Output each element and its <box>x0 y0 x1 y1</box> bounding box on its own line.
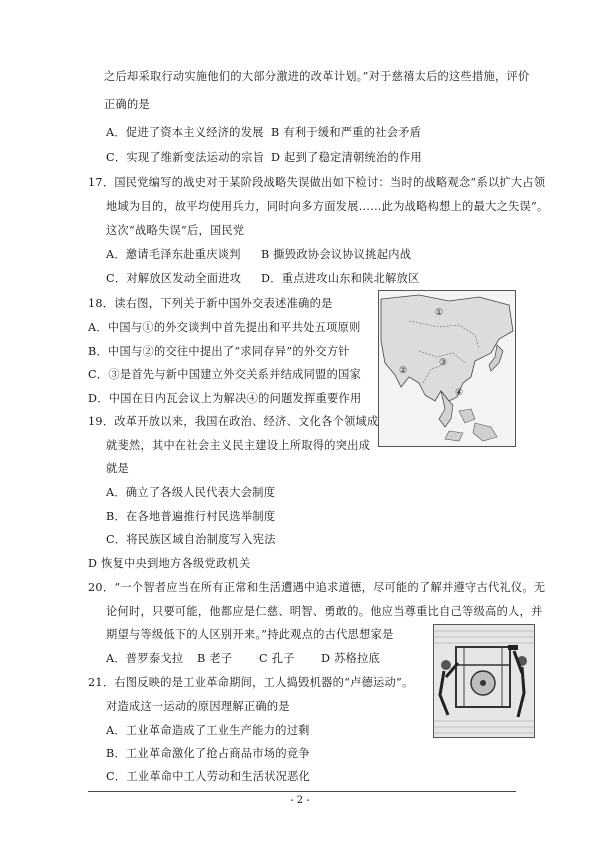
q19-option-c: C．将民族区域自治制度写入宪法 <box>106 533 276 546</box>
q18-option-d: D．中国在日内瓦会议上为解决④的问题发挥重要作用 <box>88 392 362 405</box>
q20-stem-line: 论何时，只要可能，他都应是仁慈、明智、勇敢的。他应当尊重比自己等级高的人，并 <box>106 605 543 618</box>
map-label-4: ④ <box>455 388 464 398</box>
q16-option-c: C．实现了维新变法运动的宗旨 <box>106 151 265 164</box>
q20-option-b: B 老子 <box>197 652 233 665</box>
q18-stem: 18．读右图，下列关于新中国外交表述准确的是 <box>88 297 333 310</box>
q21-stem-line: 对造成这一运动的原因理解正确的是 <box>106 700 290 713</box>
q20-stem-line: 期望与等级低下的人区别开来。”持此观点的古代思想家是 <box>106 628 394 641</box>
map-label-2: ② <box>399 366 408 376</box>
asia-map-drawing <box>379 291 515 446</box>
q16-stem-line: 正确的是 <box>104 98 150 111</box>
q19-stem-line: 就斐然，其中在社会主义民主建设上所取得的突出成 <box>106 439 371 452</box>
map-label-3: ③ <box>439 358 448 368</box>
page-number: - 2 - <box>290 795 310 806</box>
q18-option-c: C．③是首先与新中国建立外交关系并结成同盟的国家 <box>88 368 362 381</box>
map-label-1: ① <box>435 308 444 318</box>
q16-stem-line: 之后却采取行动实施他们的大部分激进的改革计划。”对于慈禧太后的这些措施，评价 <box>104 70 530 83</box>
asia-map-figure <box>378 290 516 447</box>
q17-option-d: D．重点进攻山东和陕北解放区 <box>261 272 420 285</box>
q17-option-c: C．对解放区发动全面进攻 <box>106 272 242 285</box>
q19-option-a: A．确立了各级人民代表大会制度 <box>106 486 276 499</box>
q20-stem-line: 20．“一个智者应当在所有正常和生活遭遇中追求道德，尽可能的了解并遵守古代礼仪。无 <box>88 581 546 594</box>
q17-option-b: B 撕毁政协会议协议挑起内战 <box>261 248 412 261</box>
q19-stem-line: 19．改革开放以来，我国在政治、经济、文化各个领域成 <box>88 415 379 428</box>
q20-option-d: D 苏格拉底 <box>321 652 381 665</box>
luddite-engraving-drawing <box>434 625 534 737</box>
q20-option-a: A．普罗泰戈拉 <box>106 652 184 665</box>
q19-option-b: B．在各地普遍推行村民选举制度 <box>106 510 276 523</box>
q21-stem-line: 21．右图反映的是工业革命期间，工人捣毁机器的“卢德运动”。 <box>88 676 414 689</box>
q16-option-b: B 有利于缓和严重的社会矛盾 <box>271 126 422 139</box>
q17-option-a: A．邀请毛泽东赴重庆谈判 <box>106 248 241 261</box>
q21-option-b: B．工业革命激化了抢占商品市场的竞争 <box>106 747 310 760</box>
q19-stem-line: 就是 <box>106 462 129 475</box>
q21-option-c: C．工业革命中工人劳动和生活状况恶化 <box>106 770 311 783</box>
q21-option-a: A．工业革命造成了工业生产能力的过剩 <box>106 724 310 737</box>
footer-divider <box>88 791 516 792</box>
luddite-engraving-figure <box>433 624 535 738</box>
q17-stem-line: 17．国民党编写的战史对于某阶段战略失误做出如下检讨：当时的战略观念“系以扩大占领 <box>88 176 546 189</box>
q18-option-b: B．中国与②的交往中提出了“求同存异”的外交方针 <box>88 345 350 358</box>
q17-stem-line: 这次“战略失误”后，国民党 <box>106 224 245 237</box>
q20-option-c: C 孔子 <box>259 652 295 665</box>
q18-option-a: A．中国与①的外交谈判中首先提出和平共处五项原则 <box>88 321 361 334</box>
q19-option-d: D 恢复中央到地方各级党政机关 <box>88 557 251 570</box>
q16-option-d: D 起到了稳定清朝统治的作用 <box>271 151 422 164</box>
q17-stem-line: 地域为目的，故平均使用兵力，同时向多方面发展……此为战略构想上的最大之失误”。 <box>106 200 549 213</box>
q16-option-a: A．促进了资本主义经济的发展 <box>106 126 264 139</box>
